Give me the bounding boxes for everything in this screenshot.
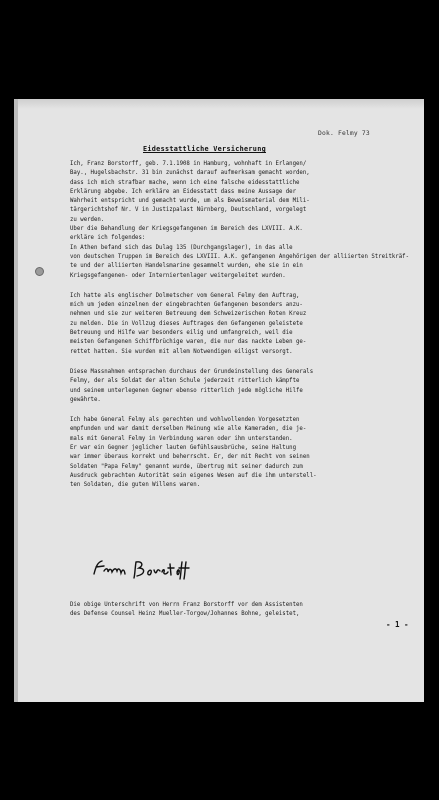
text-line: Ausdruck gebrachten Autorität sein eigenes Wesen auf die ihm unterstell-: [70, 472, 317, 479]
paragraph: [70, 160, 412, 281]
paragraph: [70, 368, 412, 405]
text-line: Über die Behandlung der Kriegsgefangenen im Bereich des LXVIII. A.K.: [70, 226, 303, 233]
text-line: tärgerichtshof Nr. V in Justizpalast Nürnberg, Deutschland, vorgelegt: [70, 207, 307, 214]
document-reference: Dok. Felmy 73: [318, 130, 370, 137]
text-line: erkläre ich folgendes:: [70, 235, 146, 242]
text-line: gewährte.: [70, 396, 101, 403]
text-line: Kriegsgefangenen- oder Interniertenlager weitergeleitet wurden.: [70, 272, 286, 279]
text-line: Bay., Hugelsbachstr. 31 bin zunächst darauf aufmerksam gemacht worden,: [70, 170, 310, 177]
page-number: - 1 -: [386, 620, 409, 629]
text-line: dass ich mich strafbar mache, wenn ich eine falsche eidesstattliche: [70, 179, 300, 186]
text-line: des Defense Counsel Heinz Mueller-Torgow/Johannes Bohne, geleistet,: [70, 611, 300, 618]
text-line: mich um jeden einzelnen der eingebrachten Gefangenen besonders anzu-: [70, 302, 303, 309]
text-line: Die obige Unterschrift von Herrn Franz Borstorff vor dem Assistenten: [70, 602, 303, 608]
document-page: [14, 99, 424, 702]
paragraph: [70, 292, 412, 357]
body-text: [70, 160, 412, 502]
text-line: und seinem unterlegenen Gegner ebenso ritterlich jede mögliche Hilfe: [70, 387, 303, 394]
text-line: Wahrheit entspricht und gemacht wurde, um als Beweismaterial dem Mili-: [70, 198, 310, 205]
text-line: Er war ein Gegner jeglicher lauten Gefühlsausbrüche, seine Haltung: [70, 445, 296, 452]
paragraph: [70, 416, 412, 490]
text-line: zu werden.: [70, 216, 105, 223]
page-top-shadow: [18, 99, 424, 109]
text-line: Soldaten "Papa Felmy" genannt wurde, übertrug mit seiner dadurch zum: [70, 463, 303, 470]
certification-text: [70, 601, 412, 620]
text-line: mals mit General Felmy in Verbindung waren oder ihm unterstanden.: [70, 435, 293, 442]
text-line: von deutschen Truppen im Bereich des LXVIII. A.K. gefangenen Angehörigen der alliierten Streitkräf-: [70, 253, 409, 260]
text-line: Felmy, der als Soldat der alten Schule jederzeit ritterlich kämpfte: [70, 378, 300, 385]
text-line: meisten Gefangenen Schiffbrüchige waren, die nur das nackte Leben ge-: [70, 339, 307, 346]
text-line: Betreuung und Hilfe war besonders eilig und umfangreich, weil die: [70, 330, 293, 337]
text-line: Ich habe General Felmy als gerechten und wohlwollenden Vorgesetzten: [70, 417, 300, 424]
text-line: te und der alliierten Handelsmarine gesammelt wurden, ehe sie in ein: [70, 263, 303, 270]
text-line: ten Soldaten, die guten Willens waren.: [70, 482, 201, 489]
punch-hole: [35, 267, 44, 276]
text-line: Erklärung abgebe. Ich erkläre an Eidesstatt dass meine Aussage der: [70, 188, 296, 195]
text-line: Ich hatte als englischer Dolmetscher vom General Felmy den Auftrag,: [70, 292, 300, 299]
text-line: In Athen befand sich das Dulag 135 (Durchgangslager), in das alle: [70, 244, 293, 251]
svg-text:Franz Borstorff: Franz Borstorff: [90, 581, 100, 582]
text-line: Ich, Franz Borstorff, geb. 7.1.1908 in Hamburg, wohnhaft in Erlangen/: [70, 161, 307, 167]
document-title: Eidesstattliche Versicherung: [143, 145, 266, 153]
text-line: war immer überaus korrekt und beherrscht. Er, der mit Recht von seinen: [70, 454, 310, 461]
text-line: empfunden und war damit derselben Meinung wie alle Kameraden, die je-: [70, 426, 307, 433]
text-line: zu melden. Die in Vollzug dieses Auftrages den Gefangenen geleistete: [70, 320, 303, 327]
text-line: Diese Massnahmen entsprachen durchaus der Grundeinstellung des Generals: [70, 368, 314, 375]
text-line: rettet hatten. Sie wurden mit allem Notwendigen eiligst versorgt.: [70, 348, 293, 355]
handwritten-signature: [90, 558, 198, 582]
text-line: nehmen und sie zur weiteren Betreuung dem Schweizerischen Roten Kreuz: [70, 311, 307, 318]
